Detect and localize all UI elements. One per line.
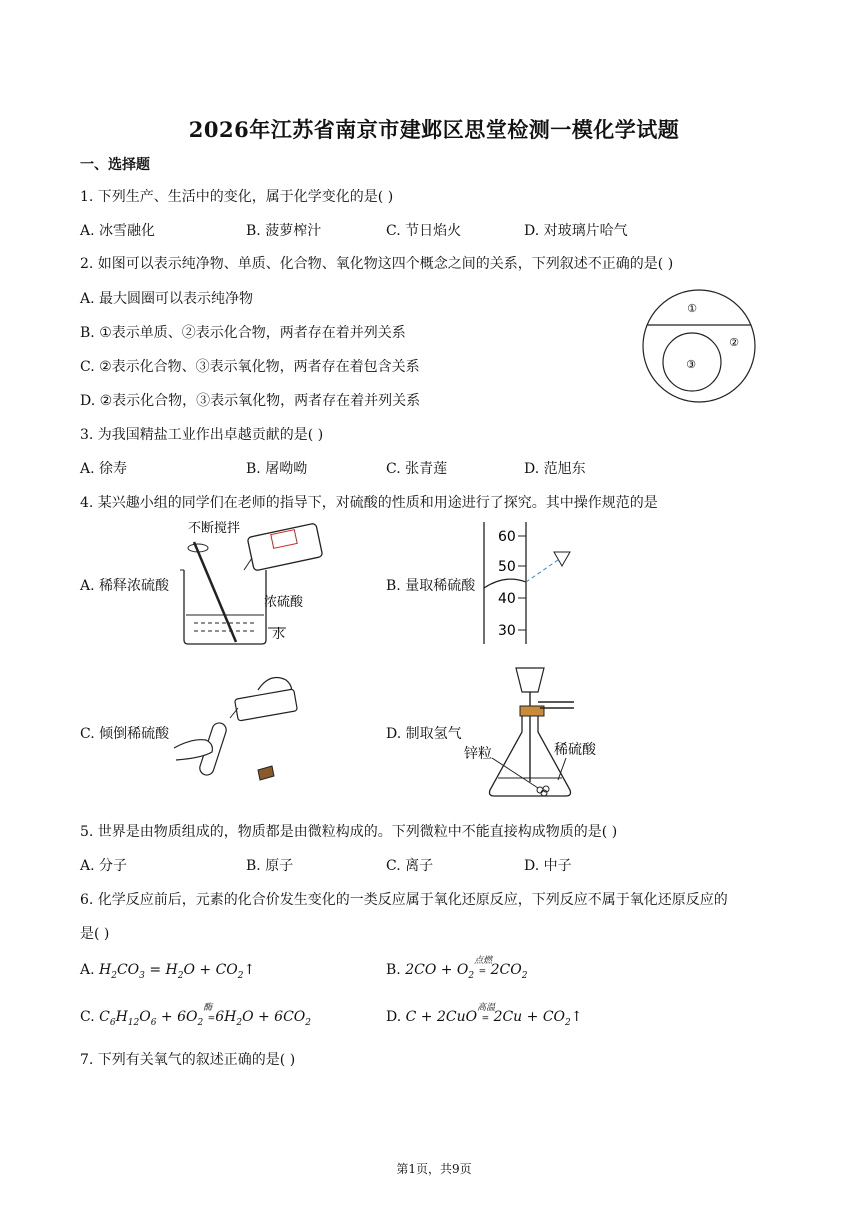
q6-option-b [386,956,528,981]
q7-stem: 7. 下列有关氧气的叙述正确的是( ) [80,1052,296,1068]
q6-option-c [80,1003,312,1028]
q3-option-d: D. 范旭东 [524,461,586,477]
q3-option-a: A. 徐寿 [80,461,128,477]
label-conc-acid: 浓硫酸 [264,595,304,610]
section-heading: 一、选择题 [80,157,150,173]
q5-option-c: C. 离子 [386,858,434,874]
label-dilute-acid: 稀硫酸 [554,742,596,758]
q2-option-c: C. ②表示化合物、③表示氧化物，两者存在着包含关系 [80,359,420,375]
q6-option-a [80,962,255,981]
tick-40: 40 [498,591,516,607]
q5-stem: 5. 世界是由物质组成的，物质都是由微粒构成的。下列微粒中不能直接构成物质的是( ) [80,824,618,840]
q6-equation-b: $2CO + O_2$ 点燃 = $2CO_2$ [405,962,527,978]
q1-option-a: A. 冰雪融化 [80,223,156,239]
q4-option-a: A. 稀释浓硫酸 [80,578,170,594]
q6-equation-c: $C_6H_{12}O_6 + 6O_2$ 酶 $=6H_2O + 6CO_2$ [99,1009,311,1025]
label-circle-3: ③ [686,358,696,371]
condition-ignite: 点燃 [474,956,493,966]
condition-high-temp: 高温 [477,1003,496,1013]
hydrogen-generator-illustration [462,662,612,802]
diluting-acid-illustration [176,520,336,648]
q6-equation-d: C + 2CuO 高温 = $2Cu + CO_2↑$ [406,1009,583,1025]
label-circle-1: ① [687,302,697,315]
condition-enzyme: 酶 [203,1003,213,1013]
q3-option-c: C. 张青莲 [386,461,448,477]
q2-option-d: D. ②表示化合物，③表示氧化物，两者存在着并列关系 [80,393,421,409]
q4-option-d: D. 制取氢气 [386,726,462,742]
q6-option-c-letter: C. [80,1009,95,1025]
q1-stem: 1. 下列生产、生活中的变化，属于化学变化的是( ) [80,189,394,205]
tick-50: 50 [498,559,516,575]
measuring-cylinder-illustration [474,518,584,646]
q3-option-b: B. 屠呦呦 [246,461,308,477]
tick-30: 30 [498,623,516,639]
label-circle-2: ② [729,336,739,349]
q1-option-b: B. 菠萝榨汁 [246,223,322,239]
q6-option-b-letter: B. [386,962,401,978]
q6-equation-a: $H_2CO_3 = H_2O$ + $CO_2↑$ [99,962,256,981]
label-stir: 不断搅拌 [188,521,241,536]
q6-option-d [386,1003,583,1028]
q6-option-a-letter: A. [80,962,95,978]
q3-stem: 3. 为我国精盐工业作出卓越贡献的是( ) [80,427,324,443]
q4-stem: 4. 某兴趣小组的同学们在老师的指导下，对硫酸的性质和用途进行了探究。其中操作规范的是 [80,495,658,511]
page-footer: 第1页，共9页 [396,1162,472,1176]
q5-option-a: A. 分子 [80,858,128,874]
q6-stem-line2: 是( ) [80,926,110,942]
q2-stem: 2. 如图可以表示纯净物、单质、化合物、氧化物这四个概念之间的关系，下列叙述不正确的是( ) [80,256,674,272]
q6-stem-line1: 6. 化学反应前后，元素的化合价发生变化的一类反应属于氧化还原反应，下列反应不属于氧化还原反应的 [80,892,728,908]
q5-option-b: B. 原子 [246,858,294,874]
tick-60: 60 [498,529,516,545]
q4-option-b: B. 量取稀硫酸 [386,578,476,594]
q4-option-c: C. 倾倒稀硫酸 [80,726,170,742]
q1-option-c: C. 节日焰火 [386,223,462,239]
concept-circle-diagram [634,288,764,404]
page-title: 2026年江苏省南京市建邺区思堂检测一模化学试题 [188,117,680,142]
q6-option-d-letter: D. [386,1009,402,1025]
label-water: 水 [272,627,286,642]
q5-option-d: D. 中子 [524,858,572,874]
q2-option-a: A. 最大圆圈可以表示纯净物 [80,291,254,307]
label-zinc: 锌粒 [464,746,492,762]
pouring-acid-illustration [172,666,312,790]
q1-option-d: D. 对玻璃片哈气 [524,223,628,239]
q2-option-b: B. ①表示单质、②表示化合物，两者存在着并列关系 [80,325,406,341]
